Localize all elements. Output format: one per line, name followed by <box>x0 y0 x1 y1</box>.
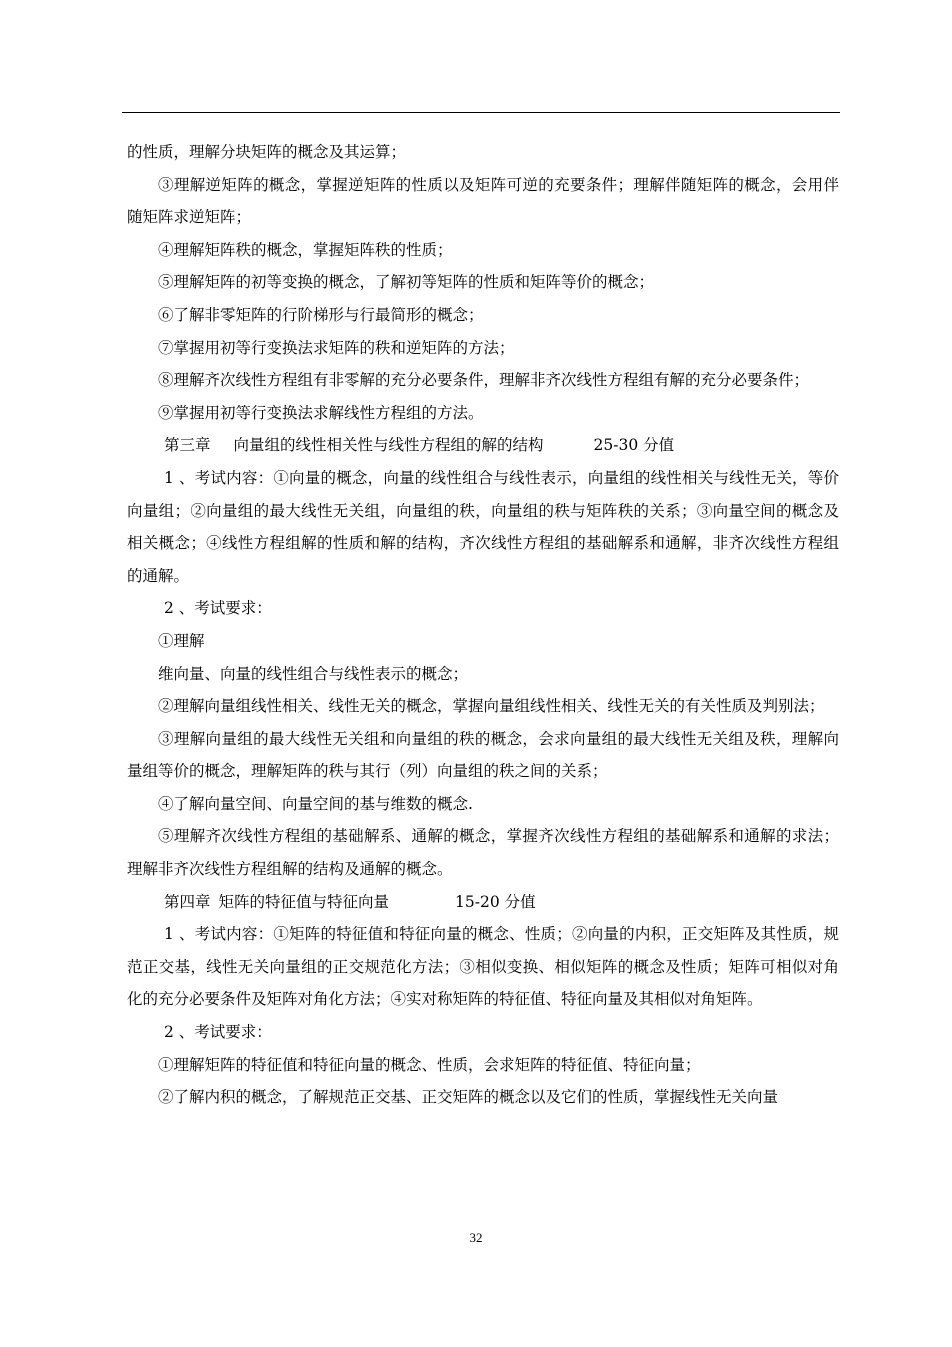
paragraph: ⑧理解齐次线性方程组有非零解的充分必要条件，理解非齐次线性方程组有解的充分必要条件； <box>158 371 810 390</box>
chapter-4-label: 第四章 <box>164 892 211 911</box>
paragraph: ①理解矩阵的特征值和特征向量的概念、性质，会求矩阵的特征值、特征向量； <box>158 1055 701 1074</box>
chapter-3-heading <box>127 429 839 462</box>
chapter-3-score: 25-30 分值 <box>593 436 675 455</box>
paragraph: 的性质，理解分块矩阵的概念及其运算； <box>127 143 407 161</box>
chapter-4-heading <box>127 886 839 919</box>
paragraph: 1 、考试内容：①向量的概念，向量的线性组合与线性表示，向量组的线性相关与线性无关，等价向量组；②向量组的最大线性无关组，向量组的秩，向量组的秩与矩阵秩的关系；③向量空间的概念及相关概念；④线性方程组解的性质和解的结构，齐次线性方程组的基础解系和通解，非齐次线性方程组的通解。 <box>127 468 839 585</box>
page-body <box>127 136 839 1114</box>
paragraph: ②了解内积的概念，了解规范正交基、正交矩阵的概念以及它们的性质，掌握线性无关向量 <box>158 1088 779 1107</box>
paragraph: ⑥了解非零矩阵的行阶梯形与行最简形的概念； <box>158 305 484 324</box>
paragraph: 维向量、向量的线性组合与线性表示的概念； <box>158 664 469 683</box>
paragraph: ③理解逆矩阵的概念，掌握逆矩阵的性质以及矩阵可逆的充要条件；理解伴随矩阵的概念，会用伴随矩阵求逆矩阵； <box>127 175 839 227</box>
header-rule <box>122 112 840 113</box>
paragraph: 2 、考试要求： <box>164 1023 272 1042</box>
paragraph: ⑨掌握用初等行变换法求解线性方程组的方法。 <box>158 403 484 422</box>
paragraph: ①理解 <box>158 631 205 650</box>
page-number: 32 <box>469 1230 483 1245</box>
chapter-3-title: 向量组的线性相关性与线性方程组的解的结构 <box>233 436 544 455</box>
chapter-4-score: 15-20 分值 <box>455 892 536 911</box>
paragraph: ③理解向量组的最大线性无关组和向量组的秩的概念，会求向量组的最大线性无关组及秩，理解向量组等价的概念，理解矩阵的秩与其行（列）向量组的秩之间的关系； <box>127 729 839 781</box>
paragraph: ⑤理解矩阵的初等变换的概念，了解初等矩阵的性质和矩阵等价的概念； <box>158 273 655 292</box>
paragraph: 2 、考试要求： <box>164 599 272 618</box>
paragraph: ④理解矩阵秩的概念，掌握矩阵秩的性质； <box>158 240 453 259</box>
chapter-4-title: 矩阵的特征值与特征向量 <box>218 892 390 911</box>
paragraph: ⑦掌握用初等行变换法求矩阵的秩和逆矩阵的方法； <box>158 338 515 357</box>
paragraph: ②理解向量组线性相关、线性无关的概念，掌握向量组线性相关、线性无关的有关性质及判别法； <box>158 697 825 716</box>
paragraph: ④了解向量空间、向量空间的基与维数的概念. <box>158 794 473 813</box>
paragraph: ⑤理解齐次线性方程组的基础解系、通解的概念，掌握齐次线性方程组的基础解系和通解的求法；理解非齐次线性方程组解的结构及通解的概念。 <box>127 827 839 879</box>
chapter-3-label: 第三章 <box>164 436 211 455</box>
paragraph: 1 、考试内容：①矩阵的特征值和特征向量的概念、性质；②向量的内积，正交矩阵及其性质，规范正交基，线性无关向量组的正交规范化方法；③相似变换、相似矩阵的概念及性质；矩阵可相似对角化的充分必要条件及矩阵对角化方法；④实对称矩阵的特征值、特征向量及其相似对角矩阵。 <box>127 925 839 1009</box>
